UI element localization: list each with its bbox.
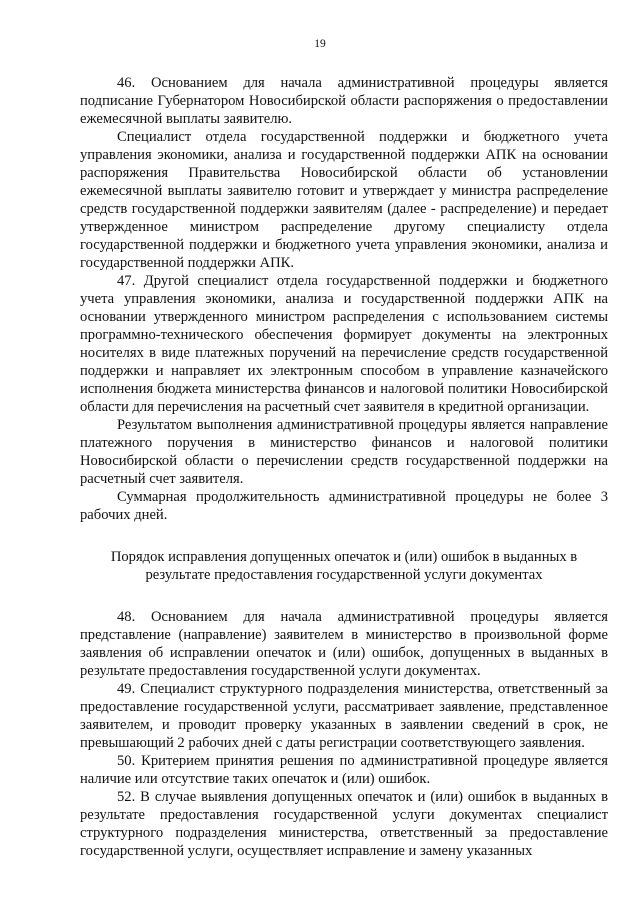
paragraph-50: 50. Критерием принятия решения по административной процедуре является наличие или отсутствие таких опечаток и (или) ошибок. [80, 753, 608, 787]
section-heading [98, 548, 590, 584]
paragraph-52: 52. В случае выявления допущенных опечаток и (или) ошибок в выданных в результате предоставления государственной услуги документах специалист структурного подразделения министерства, ответственный за предоставление государственной услуги, осуществляет исправление и замену указанных [80, 789, 608, 859]
section-heading-line-1: Порядок исправления допущенных опечаток и (или) ошибок в выданных в [110, 549, 578, 565]
paragraph-result: Результатом выполнения административной процедуры является направление платежного поручения в министерство финансов и налоговой политики Новосибирской области о перечислении средств государственной поддержки на расчетный счет заявителя. [80, 417, 608, 487]
paragraph-46: 46. Основанием для начала административной процедуры является подписание Губернатором Новосибирской области распоряжения о предоставлении ежемесячной выплаты заявителю. [80, 75, 608, 127]
paragraph-specialist-distribution: Специалист отдела государственной поддержки и бюджетного учета управления экономики, анализа и государственной поддержки АПК на основании распоряжения Правительства Новосибирской области об установлении ежемесячной выплаты заявителю готовит и утверждает у министра распределение средств государственной поддержки заявителям (далее - распределение) и передает утвержденное министром распределение другому специалисту отдела государственной поддержки и бюджетного учета управления экономики, анализа и государственной поддержки АПК. [80, 129, 608, 271]
paragraph-48: 48. Основанием для начала административной процедуры является представление (направление) заявителем в министерство в произвольной форме заявления об исправлении опечаток и (или) ошибок, допущенных в выданных в результате предоставления государственной услуги документах. [80, 609, 608, 679]
paragraph-49: 49. Специалист структурного подразделения министерства, ответственный за предоставление государственной услуги, рассматривает заявление, представленное заявителем, и проводит проверку указанных в заявлении сведений в срок, не превышающий 2 рабочих дней с даты регистрации соответствующего заявления. [80, 681, 608, 751]
paragraph-47: 47. Другой специалист отдела государственной поддержки и бюджетного учета управления экономики, анализа и государственной поддержки АПК на основании утвержденного министром распределения с использованием системы программно-технического обеспечения формирует документы на электронных носителях в виде платежных поручений на перечисление средств государственной поддержки и направляет их электронным способом в управление казначейского исполнения бюджета министерства финансов и налоговой политики Новосибирской области для перечисления на расчетный счет заявителя в кредитной организации. [80, 273, 608, 415]
paragraph-duration: Суммарная продолжительность административной процедуры не более 3 рабочих дней. [80, 489, 608, 523]
section-heading-line-2: результате предоставления государственной услуги документах [145, 567, 543, 583]
document-body [80, 74, 608, 860]
page-number: 19 [314, 38, 326, 50]
